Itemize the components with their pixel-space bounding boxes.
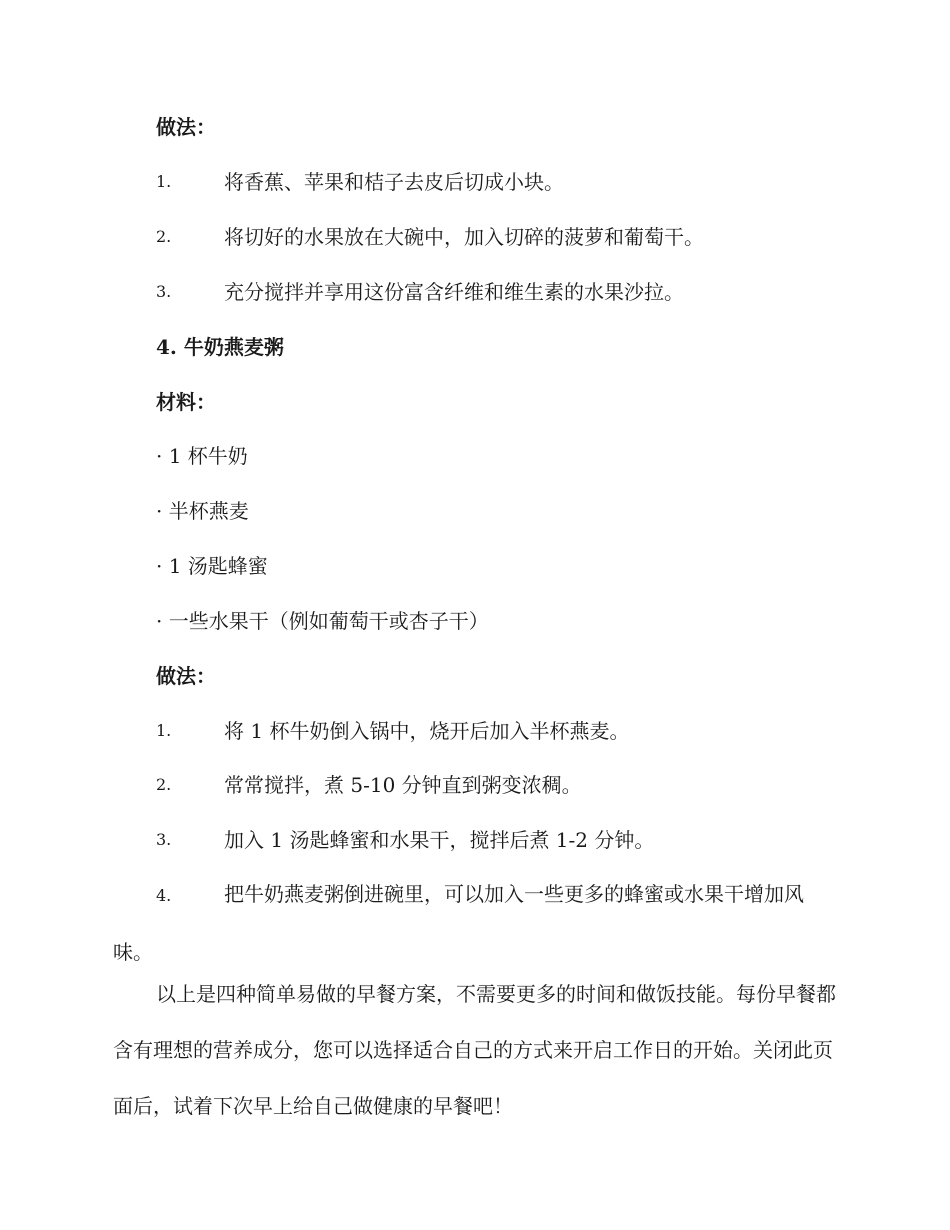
step-number: 2. [156, 227, 172, 246]
step-number: 1. [156, 172, 172, 191]
step-text: 充分搅拌并享用这份富含纤维和维生素的水果沙拉。 [224, 280, 684, 304]
conclusion-paragraph: 以上是四种简单易做的早餐方案，不需要更多的时间和做饭技能。每份早餐都含有理想的营养成分，您可以选择适合自己的方式来开启工作日的开始。关闭此页面后，试着下次早上给自己做健康的早餐吧！ [113, 982, 836, 1118]
step-text: 加入 1 汤匙蜂蜜和水果干，搅拌后煮 1-2 分钟。 [224, 828, 655, 852]
step-text: 将切好的水果放在大碗中，加入切碎的菠萝和葡萄干。 [224, 225, 704, 249]
ingredient-item: · 半杯燕麦 [156, 499, 249, 523]
step-number: 3. [156, 830, 172, 849]
step-number: 2. [156, 775, 172, 794]
ingredient-item: · 1 杯牛奶 [156, 444, 248, 468]
ingredient-item: · 一些水果干（例如葡萄干或杏子干） [156, 609, 489, 633]
ingredient-item: · 1 汤匙蜂蜜 [156, 554, 268, 578]
step-text: 常常搅拌，煮 5-10 分钟直到粥变浓稠。 [224, 773, 582, 797]
step-number: 4. [156, 886, 172, 905]
list-item [113, 866, 837, 980]
step-number: 3. [156, 282, 172, 301]
step-text: 将香蕉、苹果和桔子去皮后切成小块。 [224, 170, 564, 194]
recipe-title: 4. 牛奶燕麦粥 [156, 335, 284, 359]
step-number: 1. [156, 721, 172, 740]
method-heading: 做法： [156, 664, 216, 688]
ingredients-heading: 材料： [156, 390, 216, 414]
step-text: 把牛奶燕麦粥倒进碗里，可以加入一些更多的蜂蜜或水果干增加风味。 [113, 882, 804, 964]
method-heading: 做法： [156, 115, 216, 139]
step-text: 将 1 杯牛奶倒入锅中，烧开后加入半杯燕麦。 [224, 719, 630, 743]
